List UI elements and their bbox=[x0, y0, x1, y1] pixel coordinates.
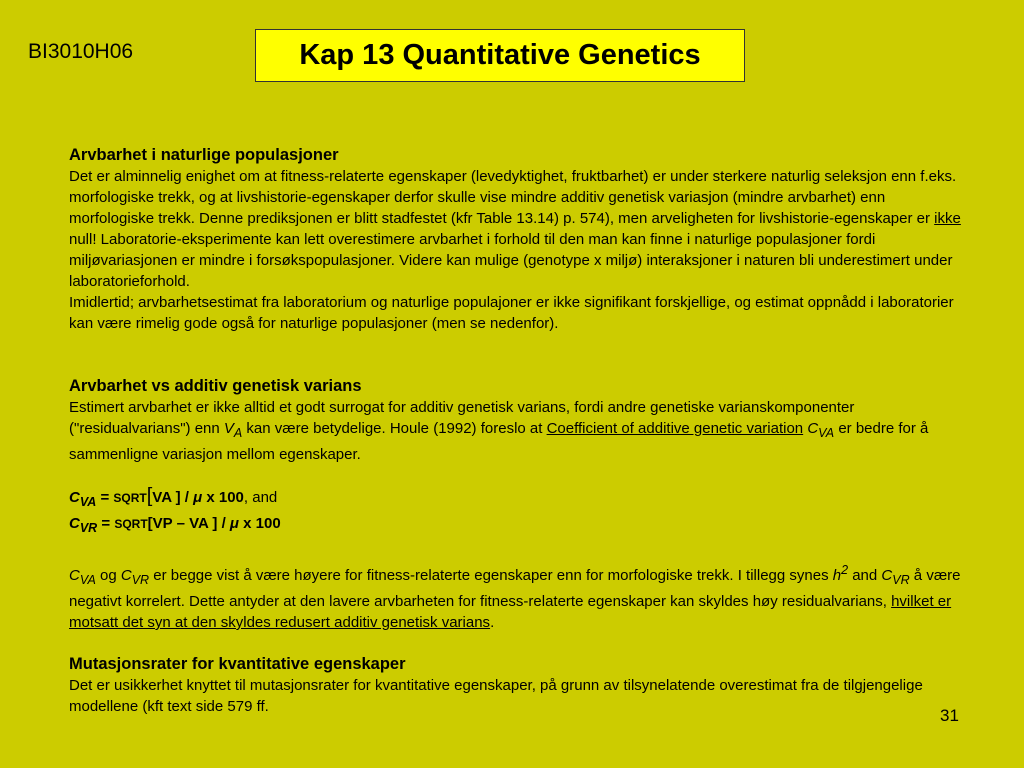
section2-paragraph: Estimert arvbarhet er ikke alltid et godt surrogat for additiv genetisk varians, fordi andre genetiske varianskomponenter ("residualvarians") enn $V_A$ kan være betydelige. Houle (1992) foreslo at Coefficient of additive genetic variation $C_{VA}$ er bedre for å sammenligne variasjon mellom egenskaper. bbox=[69, 399, 929, 463]
section4-heading: Mutasjonsrater for kvantitative egenskaper bbox=[69, 655, 406, 673]
title-box bbox=[255, 29, 745, 82]
slide-content bbox=[69, 145, 969, 717]
section4-paragraph: Det er usikkerhet knyttet til mutasjonsrater for kvantitative egenskaper, på grunn av tilsynelatende overestimat fra de tilgjengelige modellene (kft text side 579 ff. bbox=[69, 677, 923, 715]
section1-heading: Arvbarhet i naturlige populasjoner bbox=[69, 146, 339, 164]
spacer bbox=[69, 539, 969, 560]
spacer bbox=[69, 465, 969, 486]
contrast-statement: hvilket er motsatt det syn at den skyldes redusert additiv genetisk varians bbox=[69, 593, 952, 631]
formula-cvr: $C_{VR}$ = SQRT[VP – VA ] / μ x 100 bbox=[69, 515, 281, 535]
spacer bbox=[69, 334, 969, 376]
section1-paragraph-2: Imidlertid; arvbarhetsestimat fra laboratorium og naturlige populajoner er ikke signifikant forskjellige, og estimat oppnådd i laboratorier kan være rimelig gode også for naturlige populasjoner (men se nedenfor). bbox=[69, 294, 954, 332]
spacer bbox=[69, 633, 969, 654]
page-number: 31 bbox=[940, 706, 959, 725]
section2-heading: Arvbarhet vs additiv genetisk varians bbox=[69, 377, 362, 395]
course-code: BI3010H06 bbox=[28, 40, 134, 63]
ikke-emphasis: ikke bbox=[934, 210, 961, 227]
section3-paragraph: $C_{VA}$ og $C_{VR}$ er begge vist å være høyere for fitness-relaterte egenskaper enn for morfologiske trekk. I tillegg synes $h^2$ and $C_{VR}$ å være negativt korrelert. Dette antyder at den lavere arvbarheten for fitness-relaterte egenskaper kan skyldes høy residualvarians, hvilket er motsatt det syn at den skyldes redusert additiv genetisk varians. bbox=[69, 563, 961, 631]
cva-term-link: Coefficient of additive genetic variation bbox=[546, 420, 804, 437]
slide-title: Kap 13 Quantitative Genetics bbox=[299, 39, 701, 71]
section1-paragraph: Det er alminnelig enighet om at fitness-relaterte egenskaper (levedyktighet, fruktbarhet) er under sterkere naturlig seleksjon enn f.eks. morfologiske trekk, og at livshistorie-egenskaper derfor skulle vise mindre additiv genetisk variasjon (mindre arvbarhet) enn morfologiske trekk. Denne prediksjonen er blitt stadfestet (kfr Table 13.14) p. 574), men arveligheten for livshistorie-egenskaper er ikke null! Laboratorie-eksperimente kan lett overestimere arvbarhet i forhold til den man kan finne i naturlige populasjoner fordi miljøvariasjonen er mindre i forsøkspopulasjoner. Videre kan mulige (genotype x miljø) interaksjoner i naturen bli underestimert under laboratorieforhold. bbox=[69, 168, 961, 290]
formula-cva: $C_{VA}$ = SQRT[VA ] / μ x 100, and bbox=[69, 485, 278, 509]
